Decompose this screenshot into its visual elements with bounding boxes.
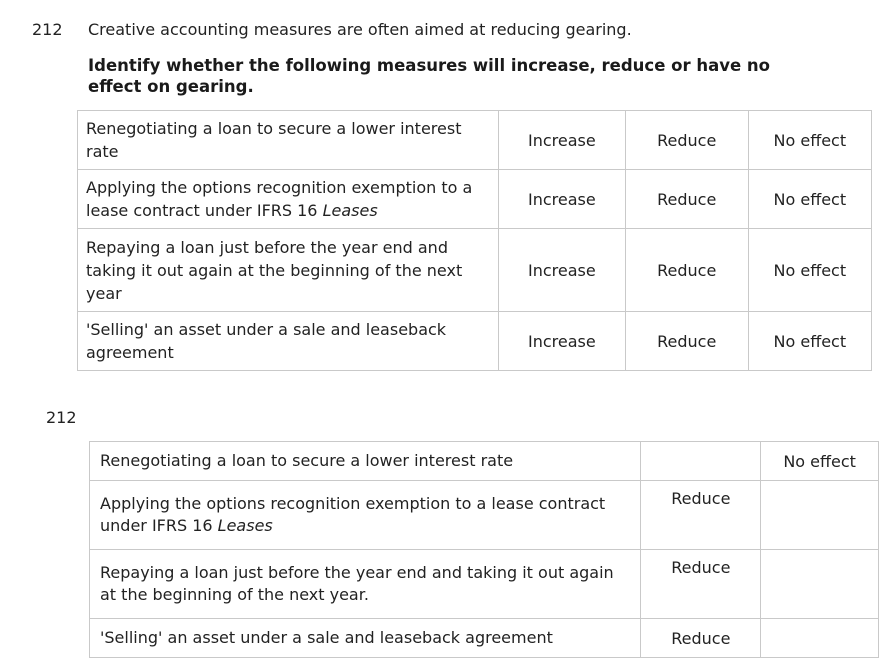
answer-no-effect-cell — [761, 481, 879, 550]
option-no-effect[interactable]: No effect — [748, 170, 871, 229]
answer-reduce-cell: Reduce — [641, 550, 761, 619]
answer-no-effect-cell — [761, 619, 879, 658]
option-no-effect[interactable]: No effect — [748, 111, 871, 170]
question-number: 212 — [32, 20, 63, 39]
option-reduce[interactable]: Reduce — [625, 170, 748, 229]
answer-statement: Renegotiating a loan to secure a lower interest rate — [90, 442, 641, 481]
answer-row — [90, 550, 879, 619]
answer-no-effect-cell: No effect — [761, 442, 879, 481]
question-row — [78, 229, 872, 312]
question-text: Creative accounting measures are often aimed at reducing gearing. — [88, 20, 632, 39]
option-no-effect[interactable]: No effect — [748, 229, 871, 312]
question-row — [78, 312, 872, 371]
option-reduce[interactable]: Reduce — [625, 229, 748, 312]
question-table — [77, 110, 872, 371]
question-statement: Repaying a loan just before the year end and taking it out again at the beginning of the next year — [78, 229, 499, 312]
question-statement: Renegotiating a loan to secure a lower interest rate — [78, 111, 499, 170]
answer-row — [90, 481, 879, 550]
question-instruction: Identify whether the following measures will increase, reduce or have no effect on gearing. — [88, 56, 771, 96]
question-statement: 'Selling' an asset under a sale and leaseback agreement — [78, 312, 499, 371]
option-increase[interactable]: Increase — [498, 312, 625, 371]
answer-statement: Applying the options recognition exemption to a lease contract under IFRS 16 Leases — [90, 481, 641, 550]
answer-row — [90, 442, 879, 481]
option-reduce[interactable]: Reduce — [625, 111, 748, 170]
question-row — [78, 111, 872, 170]
answer-reduce-cell: Reduce — [641, 619, 761, 658]
option-increase[interactable]: Increase — [498, 229, 625, 312]
option-no-effect[interactable]: No effect — [748, 312, 871, 371]
answer-no-effect-cell — [761, 550, 879, 619]
option-reduce[interactable]: Reduce — [625, 312, 748, 371]
answer-reduce-cell: Reduce — [641, 481, 761, 550]
answer-statement: 'Selling' an asset under a sale and leaseback agreement — [90, 619, 641, 658]
question-statement: Applying the options recognition exemption to a lease contract under IFRS 16 Leases — [78, 170, 499, 229]
question-row — [78, 170, 872, 229]
answer-row — [90, 619, 879, 658]
answer-reduce-cell — [641, 442, 761, 481]
answer-table — [89, 441, 879, 658]
option-increase[interactable]: Increase — [498, 170, 625, 229]
answer-statement: Repaying a loan just before the year end and taking it out again at the beginning of the next year. — [90, 550, 641, 619]
option-increase[interactable]: Increase — [498, 111, 625, 170]
answer-number: 212 — [46, 408, 77, 427]
